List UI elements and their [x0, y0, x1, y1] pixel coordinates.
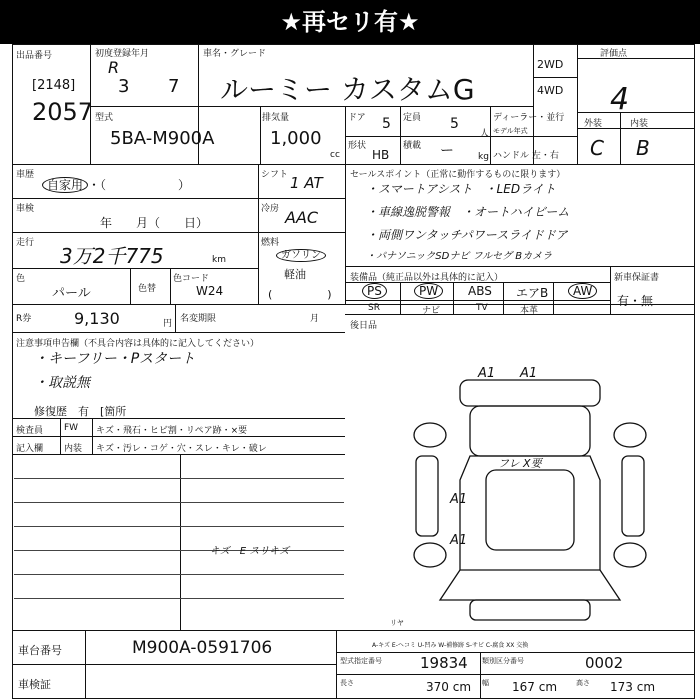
- fuel-blank: ( ): [268, 288, 332, 301]
- legend-line-1: キズ・飛石・ヒビ割・リペア跡・×要: [96, 426, 248, 436]
- repair-history-label: 修復歴 有 [箇所: [34, 405, 127, 418]
- name-change-label: 名変期限: [180, 314, 217, 324]
- equip-sr: SR: [368, 303, 380, 313]
- registration-year: 3: [118, 76, 130, 97]
- doors-value: 5: [382, 116, 391, 132]
- history-selected: 自家用: [42, 177, 88, 193]
- mileage-value: 3万2千775: [60, 244, 164, 268]
- lot-sub-number: [2148]: [32, 78, 76, 93]
- width-label: 幅: [482, 679, 489, 687]
- inspection-value: 年 月（ 日）: [100, 216, 209, 230]
- damage-a1-left-door: A1: [450, 492, 468, 507]
- aircon-label: 冷房: [261, 204, 280, 214]
- shift-label: シフト: [261, 170, 289, 180]
- shift-value: 1 AT: [290, 174, 323, 192]
- capacity-value: 5: [450, 116, 459, 132]
- category-value: 0002: [585, 654, 624, 672]
- sales-point-3: ・両側ワンタッチパワースライドドア: [366, 228, 568, 242]
- history-label: 車歴: [16, 170, 35, 180]
- body-shape-label: 形状: [348, 141, 367, 151]
- load-label: 積載: [403, 141, 422, 151]
- fuel-diesel: 軽油: [284, 268, 306, 281]
- displacement-label: 排気量: [262, 113, 290, 123]
- exterior-grade: C: [590, 136, 604, 160]
- model-code: 5BA-M900A: [110, 128, 215, 149]
- type-spec-value: 19834: [420, 654, 468, 672]
- rear-label: リヤ: [390, 619, 404, 627]
- capacity-label: 定員: [403, 113, 422, 123]
- capacity-unit: 人: [480, 129, 490, 139]
- equipment-label: 装備品（純正品以外は具体的に記入）: [350, 273, 504, 283]
- interior-row-label: 内装: [64, 444, 83, 454]
- lot-number-label: 出品番号: [16, 51, 53, 61]
- recycle-label: R券: [16, 314, 32, 324]
- type-spec-label: 型式指定番号: [340, 657, 382, 665]
- car-name-label: 車名・グレード: [203, 49, 267, 59]
- equip-airbag: エアB: [516, 286, 549, 300]
- score-value: 4: [610, 82, 630, 117]
- equip-aw: AW: [568, 284, 597, 298]
- equip-navi: ナビ: [422, 306, 441, 316]
- color-label: 色: [16, 274, 26, 284]
- equip-leather: 本革: [520, 306, 539, 316]
- drive-4wd: 4WD: [537, 84, 564, 97]
- resale-banner: ★再セリ有★: [0, 0, 700, 44]
- owner-label: 車検証: [18, 678, 51, 691]
- new-car-warranty-label: 新車保証書: [614, 273, 660, 283]
- dealer-label: ディーラー・並行: [493, 113, 565, 123]
- interior-grade: B: [636, 136, 650, 160]
- handle-label: ハンドル 左・右: [493, 151, 559, 161]
- equip-pw: PW: [414, 284, 443, 298]
- width-value: 167 cm: [512, 680, 558, 694]
- displacement-unit: cc: [330, 150, 340, 160]
- damage-a1-left-rear: A1: [450, 533, 468, 548]
- color-code-label: 色コード: [173, 274, 210, 284]
- length-value: 370 cm: [426, 680, 472, 694]
- score-label: 評価点: [600, 49, 628, 59]
- remarks-label: 記入欄: [16, 444, 44, 454]
- car-damage-diagram: [400, 360, 660, 630]
- lot-number: 2057: [32, 98, 94, 126]
- chassis-label: 車台番号: [18, 644, 62, 657]
- era-mark: R: [108, 58, 120, 77]
- damage-windshield: フレ X要: [498, 457, 542, 470]
- equip-tv: TV: [476, 303, 488, 313]
- color-value: パール: [52, 286, 91, 301]
- mileage-label: 走行: [16, 238, 35, 248]
- warranty-value: 有・無: [617, 294, 654, 308]
- exterior-label: 外装: [584, 119, 603, 129]
- history-rest: ・（ ）: [88, 178, 191, 192]
- first-registration-label: 初度登録年月: [95, 49, 150, 59]
- model-label: 型式: [95, 113, 114, 123]
- equip-ps: PS: [362, 284, 387, 298]
- car-name: ルーミー カスタムG: [220, 73, 475, 106]
- chassis-number: M900A-0591706: [132, 638, 273, 658]
- fw-label: FW: [64, 423, 79, 433]
- damage-legend: A-キズ E-ヘコミ U-凹み W-補修跡 S-サビ C-腐食 XX 交換: [372, 642, 529, 649]
- sales-points-label: セールスポイント（正常に動作するものに限ります）: [350, 170, 566, 180]
- length-label: 長さ: [340, 679, 354, 687]
- damage-a1-front-left: A1: [478, 366, 496, 381]
- sales-point-4: ・パナソニックSDナビ フルセグ Bカメラ: [366, 251, 553, 262]
- inspection-label: 車検: [16, 204, 35, 214]
- equip-abs: ABS: [468, 284, 492, 298]
- notes-label: 注意事項申告欄（不具合内容は具体的に記入してください）: [16, 339, 260, 349]
- drive-2wd: 2WD: [537, 58, 564, 71]
- name-change-month: 月: [310, 314, 320, 324]
- damage-a1-front-right: A1: [520, 366, 538, 381]
- sales-point-1: ・スマートアシスト ・LEDライト: [366, 182, 556, 196]
- height-label: 高さ: [576, 679, 590, 687]
- remark-scratch: キズ E スリキズ: [210, 546, 290, 557]
- fuel-petrol: ガソリン: [276, 246, 326, 261]
- category-label: 類別区分番号: [482, 657, 524, 665]
- displacement-value: 1,000: [270, 128, 322, 149]
- load-unit: kg: [478, 152, 489, 162]
- sales-point-2: ・車線逸脱警報 ・オートハイビーム: [366, 205, 570, 219]
- color-change-label: 色替: [138, 284, 157, 294]
- aircon-value: AAC: [285, 208, 319, 227]
- note-1: ・キーフリー・Pスタート: [34, 351, 196, 367]
- post-equipment-label: 後日品: [350, 321, 378, 331]
- load-value: ー: [440, 143, 454, 159]
- note-2: ・取説無: [34, 375, 90, 391]
- recycle-value: 9,130: [74, 309, 120, 328]
- legend-line-2: キズ・汚レ・コゲ・穴・スレ・キレ・破レ: [96, 444, 267, 454]
- registration-month: 7: [168, 76, 180, 97]
- yen-unit: 円: [163, 319, 173, 329]
- fuel-label: 燃料: [261, 238, 280, 248]
- color-code-value: W24: [196, 284, 224, 298]
- history-value: [42, 176, 190, 193]
- inspector-label: 検査員: [16, 426, 44, 436]
- body-shape-value: HB: [372, 148, 390, 162]
- doors-label: ドア: [348, 113, 366, 123]
- mileage-unit: km: [212, 255, 226, 265]
- height-value: 173 cm: [610, 680, 656, 694]
- interior-label: 内装: [630, 119, 649, 129]
- ac-label: モデル年式: [493, 127, 528, 135]
